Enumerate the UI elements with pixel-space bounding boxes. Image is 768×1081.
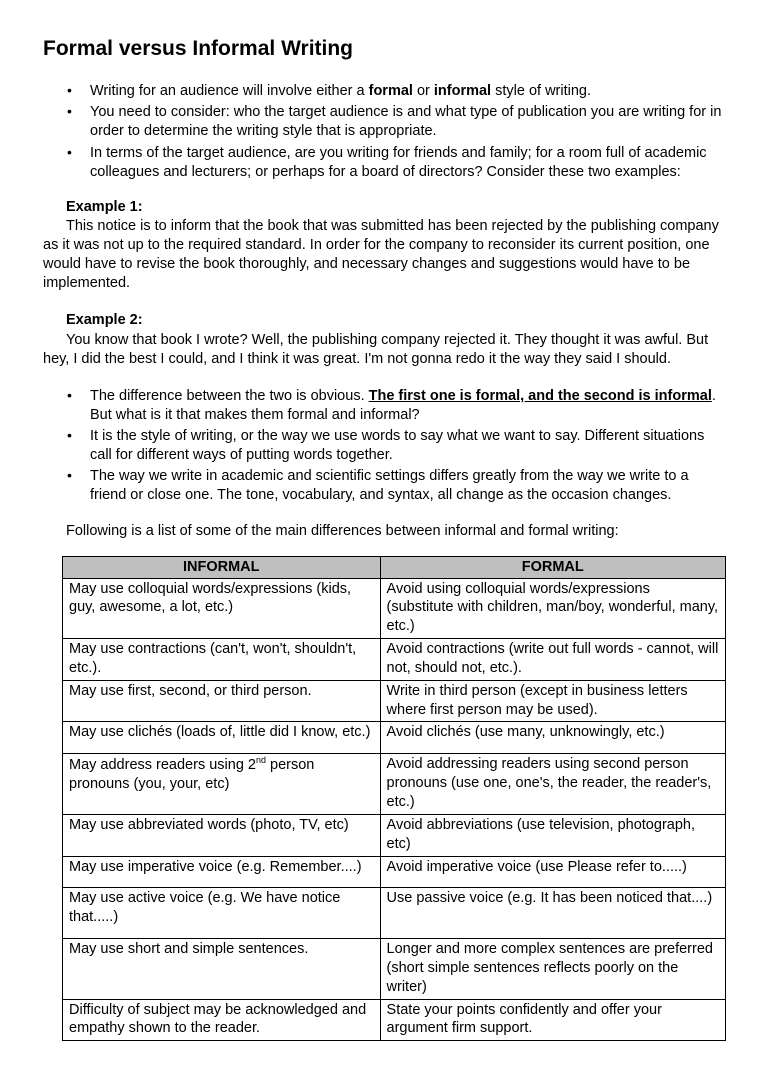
- formal-cell: State your points confidently and offer your argument firm support.: [380, 999, 725, 1041]
- informal-cell: May use contractions (can't, won't, shouldn't, etc.).: [63, 639, 381, 681]
- text-run: person pronouns (you, your, etc): [69, 757, 315, 792]
- informal-cell: May use colloquial words/expressions (kids, guy, awesome, a lot, etc.): [63, 578, 381, 639]
- table-row: [63, 814, 726, 856]
- informal-cell: May use clichés (loads of, little did I know, etc.): [63, 722, 381, 754]
- informal-cell: May use first, second, or third person.: [63, 680, 381, 722]
- intro-bullet-list: [43, 82, 726, 182]
- column-header-formal: FORMAL: [380, 556, 725, 578]
- example2-heading: Example 2:: [66, 312, 143, 329]
- analysis-bullet-list: [43, 387, 726, 506]
- table-header-row: [63, 556, 726, 578]
- text-run: . But what is it that makes them formal and informal?: [90, 387, 716, 423]
- informal-cell: [63, 754, 381, 815]
- formal-cell: Use passive voice (e.g. It has been noticed that....): [380, 888, 725, 939]
- bold-run: informal: [433, 83, 492, 100]
- list-item: [67, 467, 726, 505]
- text-run: style of writing.: [491, 83, 592, 100]
- emphasized-run: The first one is formal, and the second is informal: [368, 387, 712, 404]
- bullet-icon: •: [67, 467, 72, 484]
- table-row: [63, 754, 726, 815]
- formal-cell: Longer and more complex sentences are preferred (short simple sentences reflects poorly on the writer): [380, 939, 725, 1000]
- text-run: The way we write in academic and scientific settings differs greatly from the way we write to a friend or close one. The tone, vocabulary, and syntax, all change as the occasion changes.: [90, 468, 689, 504]
- table-row: [63, 888, 726, 939]
- formal-cell: Write in third person (except in business letters where first person may be used).: [380, 680, 725, 722]
- informal-cell: May use imperative voice (e.g. Remember....): [63, 856, 381, 888]
- table-row: [63, 722, 726, 754]
- example1-heading: Example 1:: [66, 198, 143, 215]
- table-row: [63, 939, 726, 1000]
- bullet-icon: •: [67, 103, 72, 120]
- bullet-icon: •: [67, 427, 72, 444]
- bullet-icon: •: [67, 82, 72, 99]
- text-run: You need to consider: who the target audience is and what type of publication you are writing for in order to determine the writing style that is appropriate.: [90, 104, 722, 140]
- column-header-informal: INFORMAL: [63, 556, 381, 578]
- informal-cell: May use short and simple sentences.: [63, 939, 381, 1000]
- formal-cell: Avoid addressing readers using second person pronouns (use one, one's, the reader, the reader's, etc.): [380, 754, 725, 815]
- formal-cell: Avoid clichés (use many, unknowingly, etc.): [380, 722, 725, 754]
- example1-body: This notice is to inform that the book that was submitted has been rejected by the publishing company as it was not up to the required standard. In order for the company to reconsider its current position, one would have to revise the book thoroughly, and necessary changes and suggestions would have to be implemented.: [43, 217, 719, 292]
- table-row: [63, 680, 726, 722]
- list-item: [67, 103, 726, 141]
- text-run: The difference between the two is obvious.: [90, 387, 369, 404]
- informal-cell: May use active voice (e.g. We have notice that.....): [63, 888, 381, 939]
- table-row: [63, 639, 726, 681]
- bullet-icon: •: [67, 386, 72, 403]
- list-item: [67, 82, 726, 101]
- table-row: [63, 578, 726, 639]
- table-row: [63, 999, 726, 1041]
- formal-cell: Avoid imperative voice (use Please refer to.....): [380, 856, 725, 888]
- informal-cell: May use abbreviated words (photo, TV, etc): [63, 814, 381, 856]
- example2-body: You know that book I wrote? Well, the publishing company rejected it. They thought it was awful. But hey, I did the best I could, and I think it was great. I'm not gonna redo it the way they said I should.: [43, 331, 709, 367]
- list-item: [67, 387, 726, 425]
- formal-cell: Avoid using colloquial words/expressions (substitute with children, man/boy, wonderful, many, etc.): [380, 578, 725, 639]
- list-item: [67, 144, 726, 182]
- formal-cell: Avoid abbreviations (use television, photograph, etc): [380, 814, 725, 856]
- text-run: or: [412, 83, 434, 100]
- page-title: Formal versus Informal Writing: [43, 37, 354, 60]
- informal-formal-comparison-table: [62, 556, 726, 1042]
- text-run: May address readers using 2: [69, 757, 256, 774]
- bullet-icon: •: [67, 143, 72, 160]
- table-intro-text: Following is a list of some of the main differences between informal and formal writing:: [66, 522, 619, 539]
- text-run: It is the style of writing, or the way we use words to say what we want to say. Different situations call for different ways of putting words together.: [90, 428, 705, 464]
- table-row: [63, 856, 726, 888]
- text-run: In terms of the target audience, are you writing for friends and family; for a room full of academic colleagues and lecturers; or perhaps for a board of directors? Consider these two examples:: [90, 144, 707, 180]
- text-run: Writing for an audience will involve either a: [90, 83, 369, 100]
- bold-run: formal: [368, 83, 413, 100]
- list-item: [67, 427, 726, 465]
- superscript-run: nd: [256, 755, 266, 766]
- formal-cell: Avoid contractions (write out full words - cannot, will not, should not, etc.).: [380, 639, 725, 681]
- informal-cell: Difficulty of subject may be acknowledged and empathy shown to the reader.: [63, 999, 381, 1041]
